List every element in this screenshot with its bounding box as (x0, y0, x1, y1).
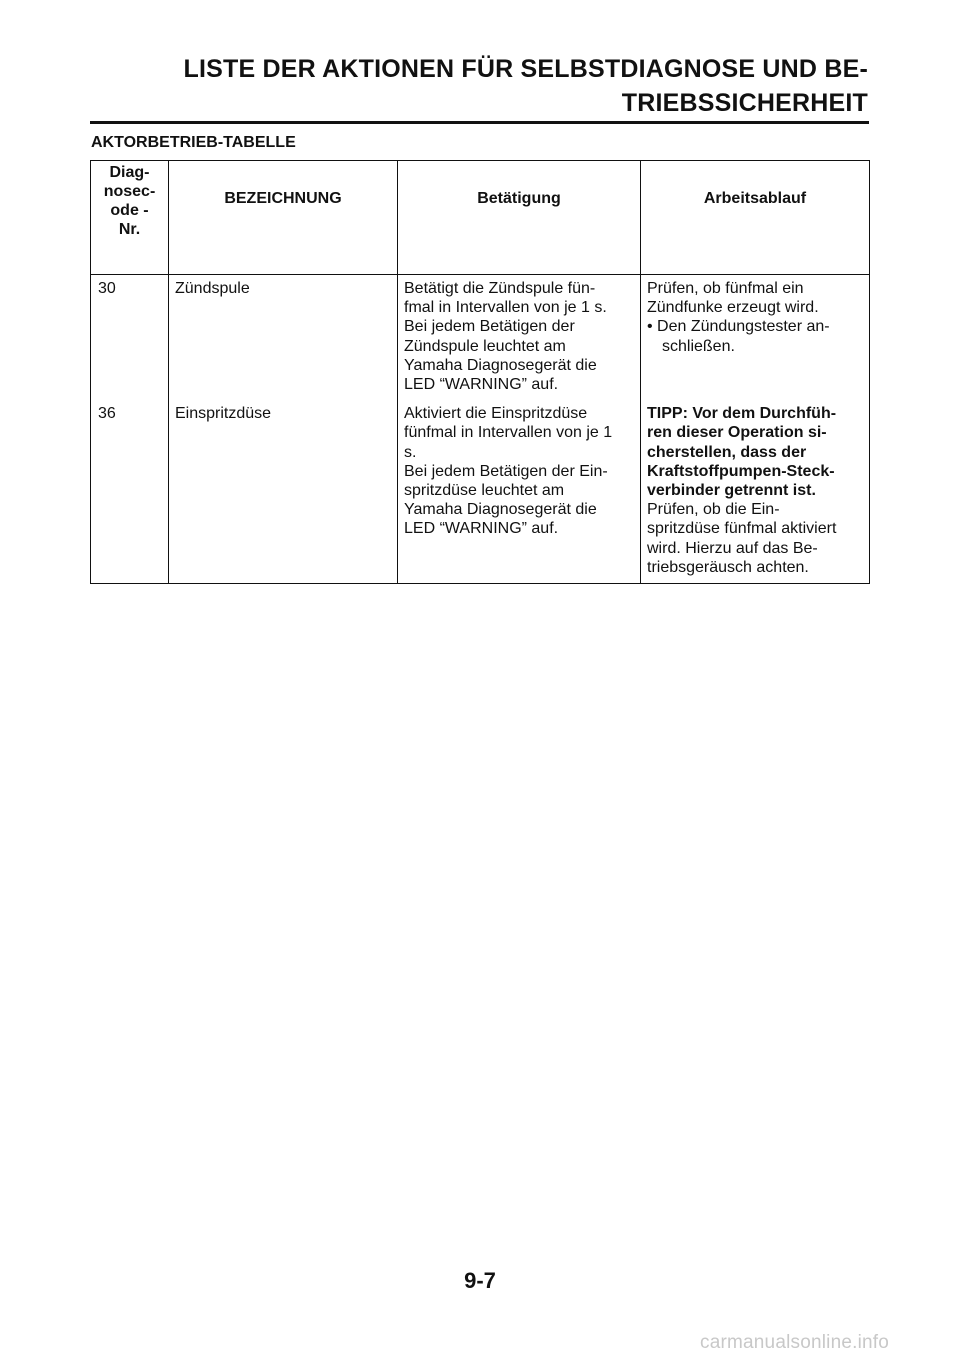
cell-code: 30 (91, 275, 169, 401)
column-header-code-line: Nr. (118, 221, 141, 238)
section-title: AKTORBETRIEB-TABELLE (91, 134, 296, 151)
action-line: s. (404, 443, 417, 461)
table-row (91, 275, 870, 401)
header-divider (90, 121, 869, 124)
cell-name: Zündspule (169, 275, 398, 401)
action-line: Betätigt die Zündspule fün- (404, 280, 596, 297)
procedure-line: Zündfunke erzeugt wird. (647, 299, 819, 317)
procedure-line: Prüfen, ob die Ein- (647, 501, 780, 519)
action-line: fmal in Intervallen von je 1 s. (404, 299, 607, 317)
table-row (91, 400, 870, 583)
page-number: 9-7 (464, 1268, 496, 1293)
cell-action (398, 400, 641, 583)
column-header-code-line: nosec- (103, 183, 156, 200)
procedure-line: wird. Hierzu auf das Be- (647, 539, 818, 557)
column-header-code-line: ode - (110, 202, 149, 219)
column-header-name: BEZEICHNUNG (169, 161, 398, 275)
page-title-line-2: TRIEBSSICHERHEIT (621, 89, 868, 117)
action-line: fünfmal in Intervallen von je 1 (404, 424, 613, 442)
watermark: carmanualsonline.info (700, 1332, 890, 1353)
cell-procedure (641, 275, 870, 401)
tip-line: TIPP: Vor dem Durchfüh- (647, 405, 837, 423)
procedure-line: schließen. (662, 337, 735, 355)
column-header-code (91, 161, 169, 275)
cell-code: 36 (91, 400, 169, 583)
cell-procedure (641, 400, 870, 583)
action-line: Yamaha Diagnosegerät die (404, 356, 597, 374)
page-title-line-1: LISTE DER AKTIONEN FÜR SELBSTDIAGNOSE UND BE- (183, 55, 868, 83)
action-line: Zündspule leuchtet am (404, 337, 566, 355)
tip-line: cherstellen, dass der (647, 443, 807, 461)
column-header-action: Betätigung (398, 161, 641, 275)
action-line: LED “WARNING” auf. (404, 520, 559, 538)
column-header-code-line: Diag- (109, 164, 150, 181)
column-header-procedure: Arbeitsablauf (641, 161, 870, 275)
procedure-line: spritzdüse fünfmal aktiviert (647, 520, 837, 538)
table-header-row (91, 161, 870, 275)
cell-action (398, 275, 641, 401)
actuator-table (90, 160, 870, 584)
action-line: Bei jedem Betätigen der (404, 318, 575, 336)
procedure-bullet-line: • Den Zündungstester an- (647, 318, 830, 336)
action-line: Yamaha Diagnosegerät die (404, 501, 597, 519)
action-line: spritzdüse leuchtet am (404, 482, 565, 500)
tip-line: verbinder getrennt ist. (647, 482, 816, 500)
procedure-line: triebsgeräusch achten. (647, 558, 809, 576)
tip-line: ren dieser Operation si- (647, 424, 827, 442)
page-title (90, 52, 868, 120)
procedure-line: Prüfen, ob fünfmal ein (647, 280, 804, 297)
action-line: LED “WARNING” auf. (404, 376, 559, 394)
action-line: Bei jedem Betätigen der Ein- (404, 462, 608, 480)
cell-name: Einspritzdüse (169, 400, 398, 583)
tip-line: Kraftstoffpumpen-Steck- (647, 462, 835, 480)
action-line: Aktiviert die Einspritzdüse (404, 405, 588, 423)
